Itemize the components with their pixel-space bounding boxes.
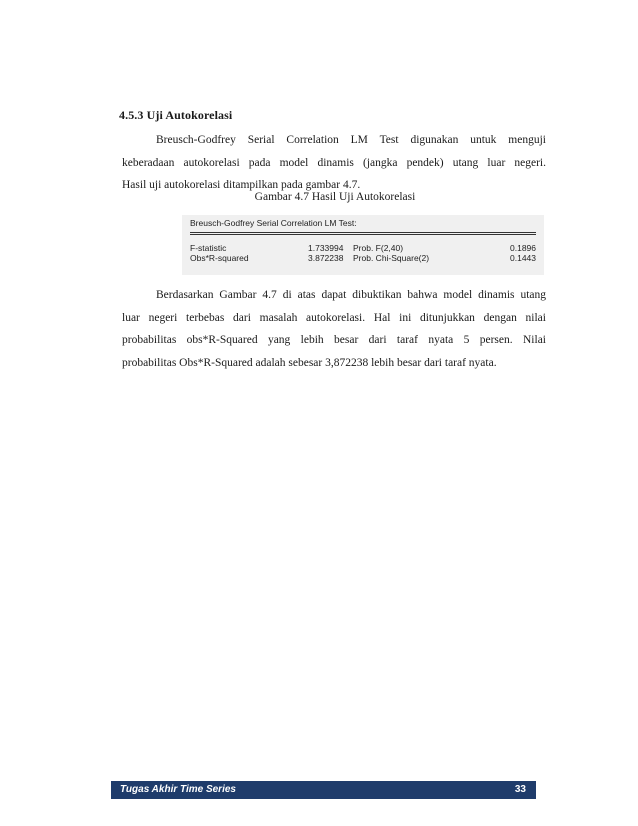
table-rule [190,232,536,233]
table-rule [190,234,536,235]
stat-value: 1.733994 [308,243,344,253]
paragraph-line: Breusch-Godfrey Serial Correlation LM Test digunakan untuk menguji [156,134,546,146]
table-row [190,253,536,264]
paragraph-line: luar negeri terbebas dari masalah autokorelasi. Hal ini ditunjukkan dengan nilai [122,311,546,324]
page-footer [111,781,536,799]
prob-label: Prob. Chi-Square(2) [353,253,430,263]
lm-test-title: Breusch-Godfrey Serial Correlation LM Test: [190,218,357,228]
stat-value: 3.872238 [308,253,344,263]
footer-title: Tugas Akhir Time Series [120,784,236,795]
figure-caption-text: Gambar 4.7 Hasil Uji Autokorelasi [254,191,416,203]
figure-caption [0,191,638,203]
prob-value: 0.1443 [510,253,536,263]
paragraph-line: keberadaan autokorelasi pada model dinamis (jangka pendek) utang luar negeri. [122,156,546,169]
stat-label: Obs*R-squared [190,253,249,263]
prob-value: 0.1896 [510,243,536,253]
paragraph-line: probabilitas obs*R-Squared yang lebih besar dari taraf nyata 5 persen. Nilai [122,334,546,346]
paragraph-line: probabilitas Obs*R-Squared adalah sebesar 3,872238 lebih besar dari taraf nyata. [122,356,497,369]
section-heading: 4.5.3 Uji Autokorelasi [119,108,233,122]
paragraph-intro [122,129,546,197]
paragraph-line: Hasil uji autokorelasi ditampilkan pada gambar 4.7. [122,179,361,191]
page-number: 33 [514,784,526,795]
paragraph-line: Berdasarkan Gambar 4.7 di atas dapat dibuktikan bahwa model dinamis utang [156,289,546,301]
prob-label: Prob. F(2,40) [353,243,404,253]
paragraph-conclusion [122,284,546,374]
lm-test-output-image [182,215,544,275]
stat-label: F-statistic [190,243,227,253]
